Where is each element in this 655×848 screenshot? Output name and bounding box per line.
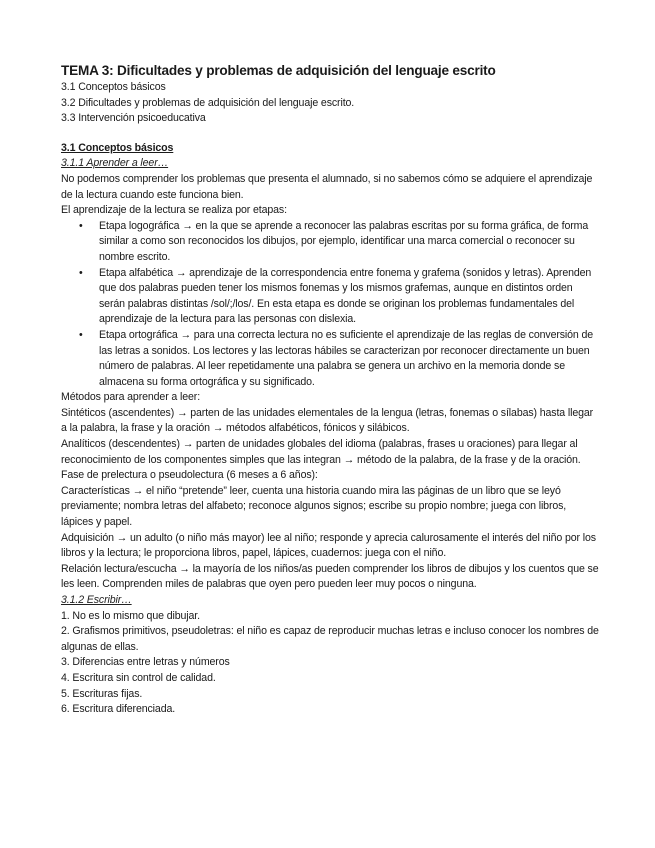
prereading-paragraph: Adquisición → un adulto (o niño más mayor) lee al niño; responde y aprecia calurosamente el interés del niño por los libros y la lectura; le proporciona libros, papel, lápices, cuadernos: juega con el niño. <box>61 531 596 560</box>
toc-item: 3.2 Dificultades y problemas de adquisición del lenguaje escrito. <box>61 96 355 109</box>
prereading-paragraph: Relación lectura/escucha → la mayoría de los niños/as pueden comprender los libros de dibujos y los cuentos que se les leen. Comprenden miles de palabras que oyen pero pueden leer muy pocos o ninguna. <box>61 562 599 591</box>
list-item: 3. Diferencias entre letras y números <box>61 656 230 669</box>
intro-paragraph: No podemos comprender los problemas que presenta el alumnado, si no sabemos cómo se adquiere el aprendizaje de la lectura cuando este funciona bien. <box>61 172 593 201</box>
toc-item: 3.3 Intervención psicoeducativa <box>61 112 206 125</box>
writing-steps-list <box>61 609 601 718</box>
toc-item: 3.1 Conceptos básicos <box>61 81 166 93</box>
document-page <box>61 62 601 718</box>
spacer <box>61 127 601 141</box>
list-item <box>79 219 601 266</box>
stage-text: Etapa ortográfica → para una correcta lectura no es suficiente el aprendizaje de las reglas de conversión de las letras a sonidos. Los lectores y las lectoras hábiles se caracterizan por reconocer directamente un buen número de palabras. Al leer repetidamente una palabra se genera un archivo en la memoria donde se almacena su forma ortográfica y su significado. <box>99 328 594 388</box>
list-item <box>79 328 601 390</box>
methods-intro: Métodos para aprender a leer: <box>61 391 201 404</box>
bullet-icon: • <box>79 219 83 232</box>
prereading-paragraph: Características → el niño “pretende” leer, cuenta una historia cuando mira las páginas de un libro que se leyó previamente; nombra letras del alfabeto; reconoce algunos signos; escribe su propio nombre; juega con libros, lápices y papel. <box>61 484 567 529</box>
stages-intro: El aprendizaje de la lectura se realiza por etapas: <box>61 204 287 217</box>
method-paragraph: Analíticos (descendentes) → parten de unidades globales del idioma (palabras, frases u oraciones) para llegar al reconocimiento de los componentes simples que las integran → método de la palabra, de la frase y de la oración. <box>61 438 581 466</box>
bullet-icon: • <box>79 328 83 341</box>
list-item: 6. Escritura diferenciada. <box>61 703 176 716</box>
subsection-heading-reading: 3.1.1 Aprender a leer… <box>61 157 169 170</box>
section-heading: 3.1 Conceptos básicos <box>61 141 174 154</box>
list-item: 2. Grafismos primitivos, pseudoletras: el niño es capaz de reproducir muchas letras e incluso conocer los nombres de algunas de ellas. <box>61 625 599 653</box>
document-title: TEMA 3: Dificultades y problemas de adquisición del lenguaje escrito <box>61 63 496 78</box>
list-item: 1. No es lo mismo que dibujar. <box>61 609 200 622</box>
stage-text: Etapa logográfica → en la que se aprende a reconocer las palabras escritas por su forma gráfica, de forma similar a como son reconocidos los dibujos, por ejemplo, identificar una marca comercial o reconocer su nombre escrito. <box>99 219 589 263</box>
stage-text: Etapa alfabética → aprendizaje de la correspondencia entre fonema y grafema (sonidos y letras). Aprenden que dos palabras pueden tener los mismos fonemas y los mismos grafemas, aunque en distintos orden serán palabras distintas /sol/;/los/. En esta etapa es donde se originan los problemas fundamentales del aprendizaje de la lectura para las personas con dislexia. <box>99 266 592 326</box>
subsection-heading-writing: 3.1.2 Escribir… <box>61 594 132 606</box>
list-item: 4. Escritura sin control de calidad. <box>61 671 216 684</box>
list-item <box>79 266 601 328</box>
table-of-contents <box>61 80 601 127</box>
list-item: 5. Escrituras fijas. <box>61 687 143 700</box>
bullet-icon: • <box>79 266 83 279</box>
stages-list <box>61 219 601 391</box>
prereading-intro: Fase de prelectura o pseudolectura (6 meses a 6 años): <box>61 469 318 482</box>
method-paragraph: Sintéticos (ascendentes) → parten de las unidades elementales de la lengua (letras, fonemas o sílabas) hasta llegar a la palabra, la frase y la oración → métodos alfabéticos, fónicos y silábicos. <box>61 406 594 435</box>
